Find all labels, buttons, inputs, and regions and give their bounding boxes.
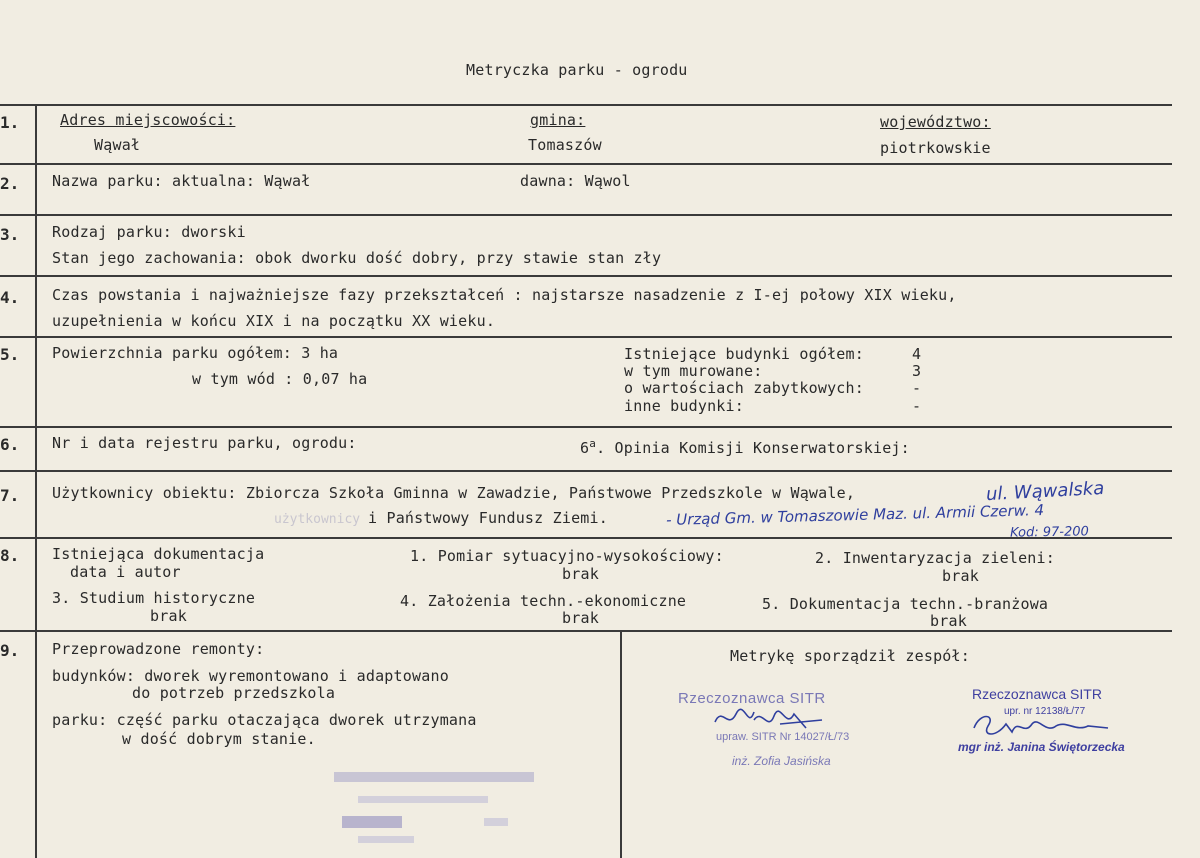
studium-label: 3. Studium historyczne [52,589,256,607]
opinia-label: . Opinia Komisji Konserwatorskiej: [596,439,910,457]
stamp-jasinska-title: Rzeczoznawca SITR [678,690,826,707]
dokumentacja-label: 5. Dokumentacja techn.-branżowa [762,595,1049,613]
adres-label: Adres miejscowości: [60,111,236,129]
budynki-murowane-value: 3 [912,362,922,380]
remonty-parku-line2: w dość dobrym stanie. [122,730,316,748]
zalozenia-label: 4. Założenia techn.-ekonomiczne [400,592,687,610]
stamp-swietorzecka-title: Rzeczoznawca SITR [972,686,1102,702]
row-number-5: 5. [0,345,20,364]
stamp-jasinska-upraw: upraw. SITR Nr 14027/Ł/73 [716,731,850,743]
faint-official-stamp [334,772,534,848]
budynki-zabytkowe-value: - [912,379,922,397]
data-i-autor: data i autor [70,563,181,581]
opinia-number: 6 [580,439,590,457]
powierzchnia-parku: Powierzchnia parku ogółem: 3 ha [52,344,339,362]
row-number-6: 6. [0,435,20,454]
nazwa-parku: Nazwa parku: aktualna: Wąwał [52,172,311,190]
inwentaryzacja-value: brak [942,567,979,585]
czas-powstania-line2: uzupełnienia w końcu XIX i na początku XX wieku. [52,312,496,330]
opinia-komisji [580,435,910,457]
remonty-label: Przeprowadzone remonty: [52,640,265,658]
adres-value: Wąwał [94,136,141,154]
rule-6 [0,470,1172,472]
remonty-budynkow-line1: budynków: dworek wyremontowano i adaptowano [52,667,449,685]
stamp-jasinska-name: inż. Zofia Jasińska [732,754,831,768]
document-title: Metryczka parku - ogrodu [466,61,688,79]
budynki-murowane-label: w tym murowane: [624,362,763,380]
uzytkownicy-line1: Użytkownicy obiektu: Zbiorcza Szkoła Gminna w Zawadzie, Państwowe Przedszkole w Wąwale, [52,484,856,502]
handwritten-kod: Kod: 97-200 [1009,524,1089,541]
row-number-2: 2. [0,174,20,193]
remonty-budynkow-line2: do potrzeb przedszkola [132,684,336,702]
wojewodztwo-value: piotrkowskie [880,139,991,157]
rule-1 [0,163,1172,165]
pomiar-label: 1. Pomiar sytuacyjno-wysokościowy: [410,547,724,565]
row9-divider [620,630,622,858]
remonty-parku-line1: parku: część parku otaczająca dworek utrzymana [52,711,477,729]
stamp-swietorzecka-name: mgr inż. Janina Świętorzecka [958,740,1125,754]
budynki-zabytkowe-label: o wartościach zabytkowych: [624,379,864,397]
uzytkownicy-line2: i Państwowy Fundusz Ziemi. [368,509,608,527]
studium-value: brak [150,607,187,625]
row-number-8: 8. [0,546,20,565]
budynki-ogolem-value: 4 [912,345,922,363]
gmina-label: gmina: [530,111,586,129]
zalozenia-value: brak [562,609,599,627]
rule-2 [0,214,1172,216]
budynki-inne-value: - [912,397,922,415]
uzytkownicy-faint-text: użytkownicy [274,512,361,527]
dawna-nazwa: dawna: Wąwol [520,172,631,190]
row-number-7: 7. [0,486,20,505]
gmina-value: Tomaszów [528,136,602,154]
rule-7 [0,537,1172,539]
powierzchnia-wod: w tym wód : 0,07 ha [192,370,368,388]
rule-8 [0,630,1172,632]
wojewodztwo-label: województwo: [880,113,991,131]
rule-3 [0,275,1172,277]
column-divider [35,104,37,858]
nr-rejestru: Nr i data rejestru parku, ogrodu: [52,434,357,452]
handwritten-urzad: - Urząd Gm. w Tomaszowie Maz. ul. Armii Czerw. 4 [665,501,1045,529]
handwritten-street: ul. Wąwalska [985,477,1105,506]
czas-powstania-line1: Czas powstania i najważniejsze fazy przekształceń : najstarsze nasadzenie z I-ej połowy XIX wieku, [52,286,957,304]
rule-4 [0,336,1172,338]
inwentaryzacja-label: 2. Inwentaryzacja zieleni: [815,549,1055,567]
row-number-1: 1. [0,113,20,132]
rodzaj-parku: Rodzaj parku: dworski [52,223,246,241]
stamp-swietorzecka-upr: upr. nr 12138/Ł/77 [1004,706,1086,717]
budynki-inne-label: inne budynki: [624,397,744,415]
row-number-3: 3. [0,225,20,244]
opinia-superscript: a [589,437,597,450]
row-number-4: 4. [0,288,20,307]
row-number-9: 9. [0,641,20,660]
pomiar-value: brak [562,565,599,583]
rule-top [0,104,1172,106]
istniejaca-dokumentacja: Istniejąca dokumentacja [52,545,265,563]
zespol-label: Metrykę sporządził zespół: [730,647,970,665]
dokumentacja-value: brak [930,612,967,630]
stan-zachowania: Stan jego zachowania: obok dworku dość dobry, przy stawie stan zły [52,249,662,267]
signature-swietorzecka-icon [966,708,1116,744]
rule-5 [0,426,1172,428]
budynki-ogolem-label: Istniejące budynki ogółem: [624,345,864,363]
